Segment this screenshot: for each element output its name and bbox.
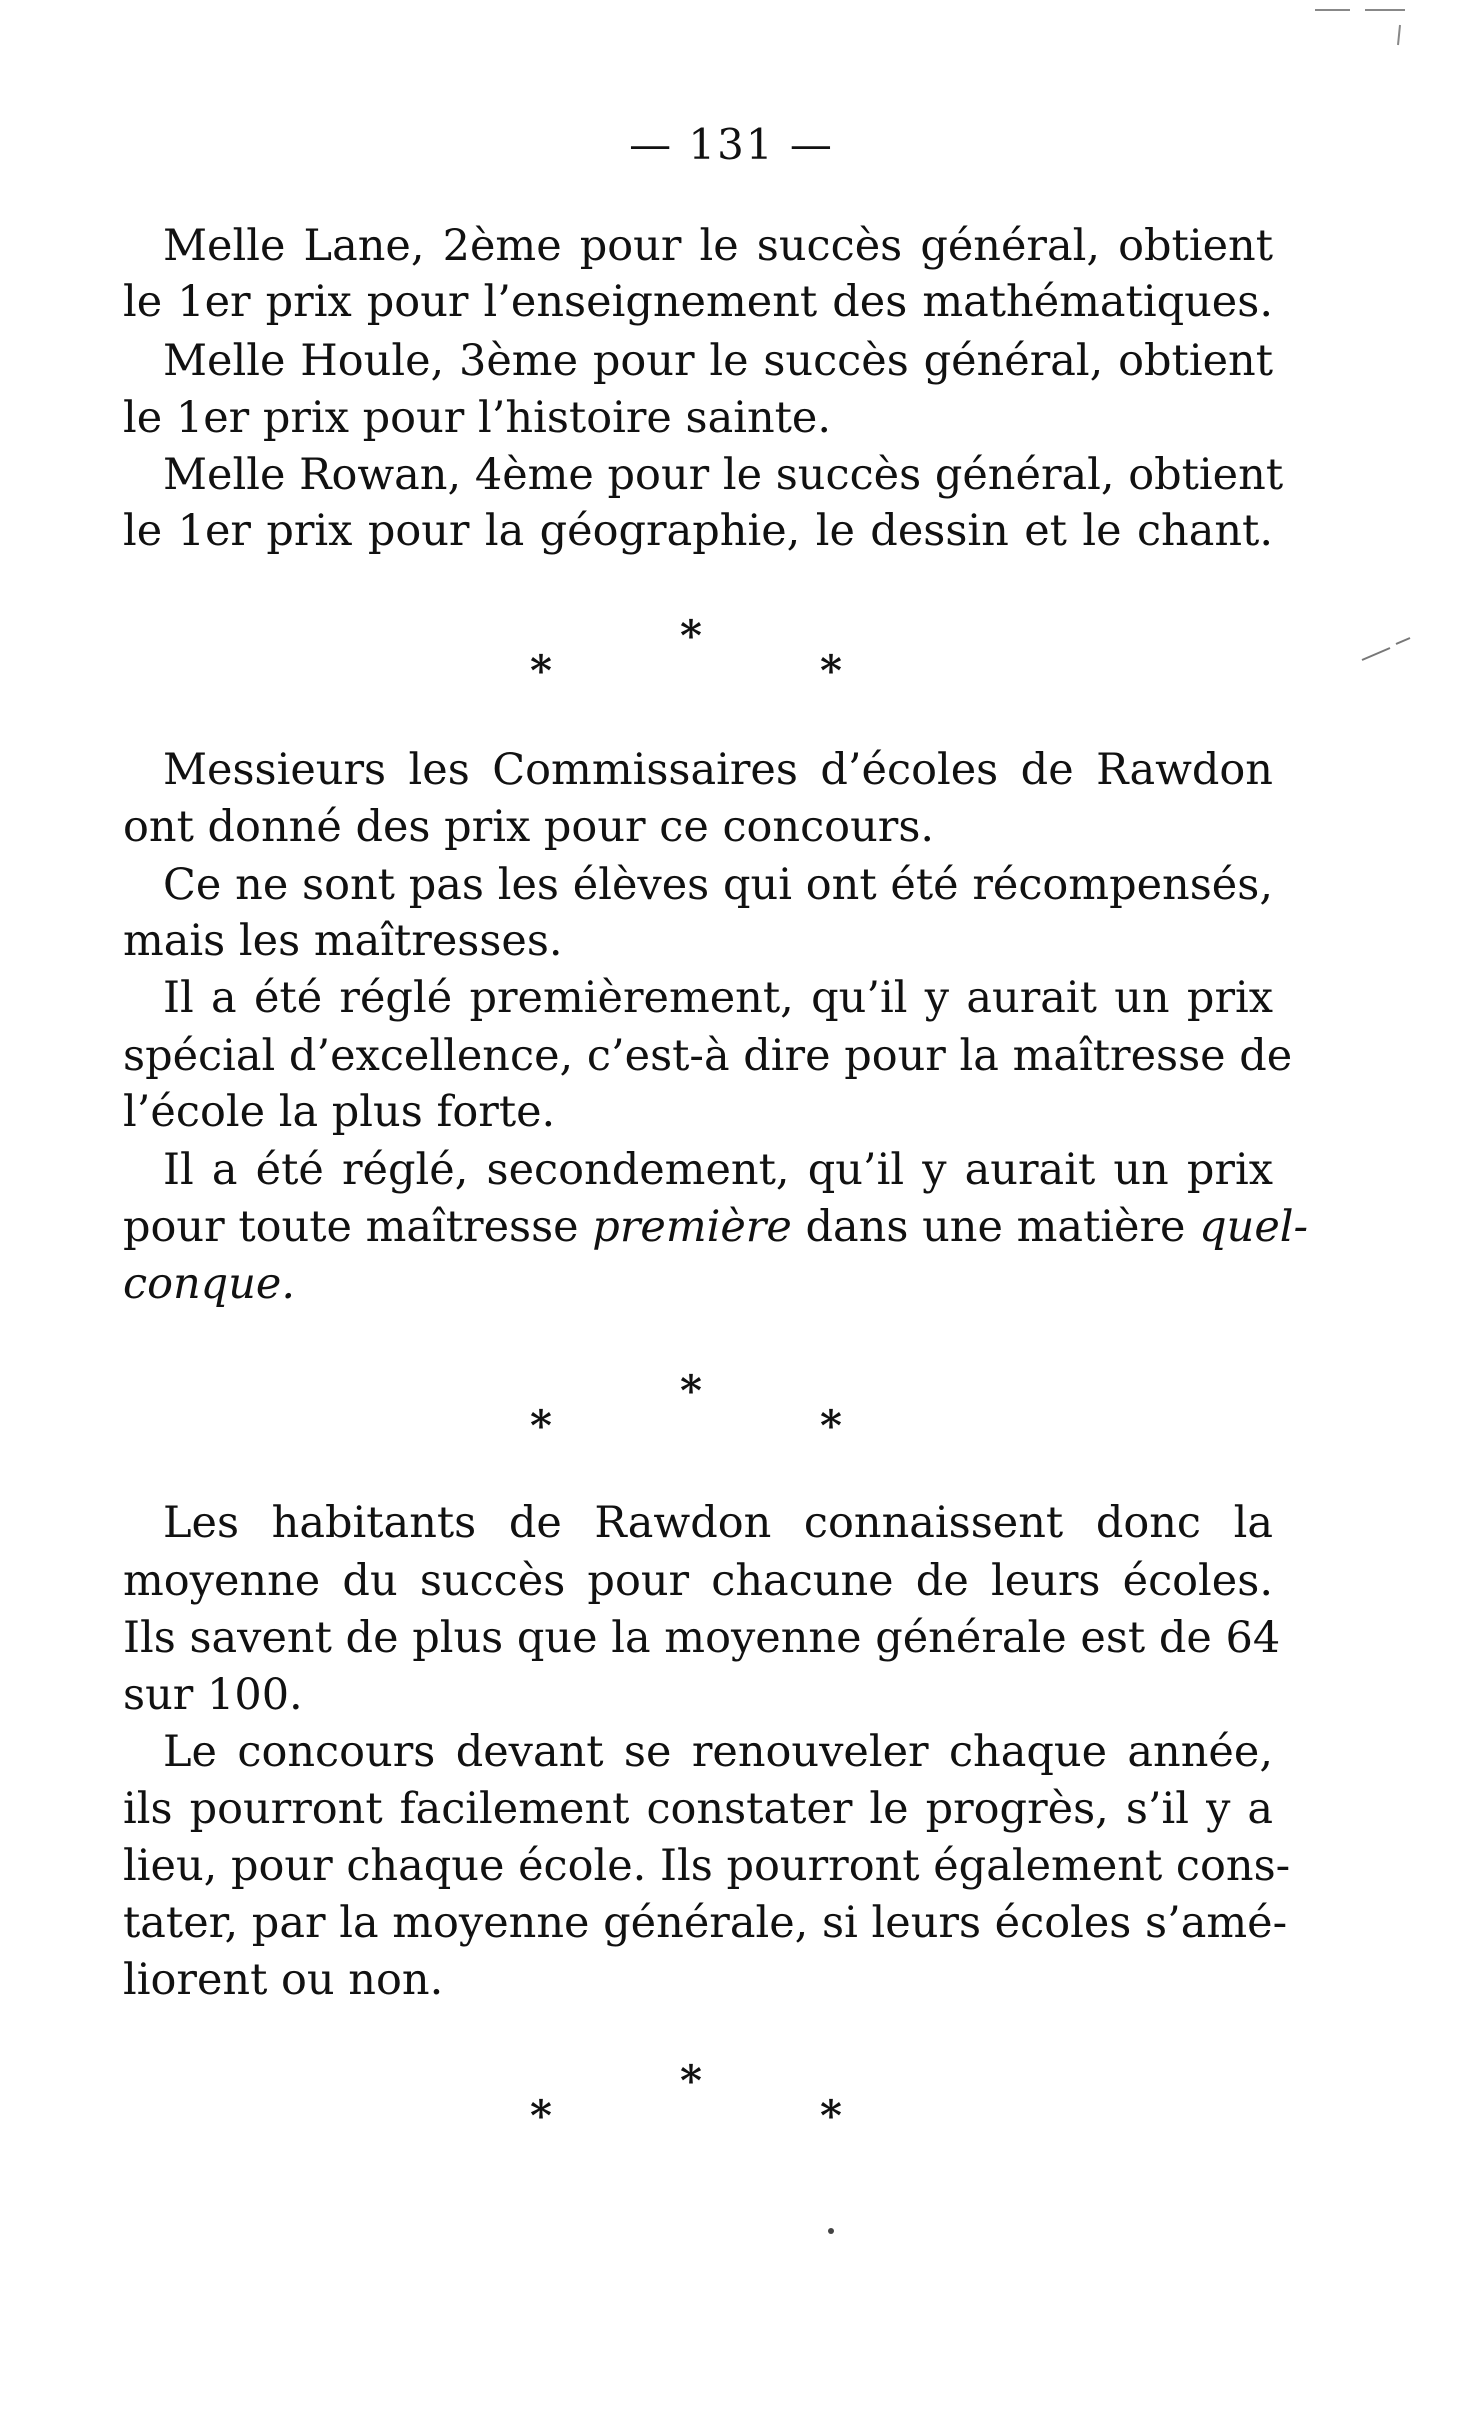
text-line: le 1er prix pour la géographie, le dessin et le chant. bbox=[123, 506, 1273, 556]
text-line: Ils savent de plus que la moyenne générale est de 64 bbox=[123, 1613, 1281, 1663]
text-line: conque. bbox=[123, 1259, 295, 1309]
text-line: Melle Houle, 3ème pour le succès général, obtient bbox=[163, 336, 1273, 386]
text-line: Messieurs les Commissaires d’écoles de Rawdon bbox=[163, 745, 1273, 795]
text-line: le 1er prix pour l’enseignement des mathématiques. bbox=[123, 277, 1273, 327]
text-segment: dans une matière bbox=[791, 1202, 1200, 1252]
text-line: ont donné des prix pour ce concours. bbox=[123, 802, 935, 852]
scan-dot bbox=[825, 2225, 837, 2237]
asterisk: * bbox=[680, 2056, 702, 2105]
text-line: ils pourront facilement constater le progrès, s’il y a bbox=[123, 1784, 1273, 1834]
text-line: Il a été réglé, secondement, qu’il y aurait un prix bbox=[163, 1145, 1273, 1195]
asterisk: * bbox=[820, 646, 842, 695]
text-line: liorent ou non. bbox=[123, 1955, 444, 2005]
text-line: Les habitants de Rawdon connaissent donc la bbox=[163, 1498, 1273, 1548]
text-line bbox=[123, 1199, 1309, 1255]
asterisk: * bbox=[530, 1401, 552, 1450]
asterisk: * bbox=[530, 2091, 552, 2140]
text-line: l’école la plus forte. bbox=[123, 1087, 556, 1137]
text-segment: pour toute maîtresse bbox=[123, 1202, 593, 1252]
asterisk: * bbox=[680, 1366, 702, 1415]
asterisk: * bbox=[530, 646, 552, 695]
text-line: Ce ne sont pas les élèves qui ont été récompensés, bbox=[163, 860, 1273, 910]
text-line: spécial d’excellence, c’est-à dire pour la maîtresse de bbox=[123, 1031, 1293, 1081]
text-line: Il a été réglé premièrement, qu’il y aurait un prix bbox=[163, 973, 1273, 1023]
text-line: mais les maîtresses. bbox=[123, 916, 563, 966]
text-line: lieu, pour chaque école. Ils pourront également cons- bbox=[123, 1841, 1291, 1891]
scan-mark bbox=[1360, 630, 1420, 670]
asterisk: * bbox=[820, 1401, 842, 1450]
text-line: moyenne du succès pour chacune de leurs écoles. bbox=[123, 1556, 1273, 1606]
text-line: Melle Rowan, 4ème pour le succès général, obtient bbox=[163, 450, 1284, 500]
text-line: sur 100. bbox=[123, 1670, 303, 1720]
text-line: tater, par la moyenne générale, si leurs écoles s’amé- bbox=[123, 1898, 1288, 1948]
page-number: — 131 — bbox=[629, 120, 834, 169]
scan-mark bbox=[1310, 0, 1420, 50]
text-line: le 1er prix pour l’histoire sainte. bbox=[123, 393, 832, 443]
asterisk: * bbox=[680, 611, 702, 660]
italic-text: quel- bbox=[1199, 1202, 1309, 1252]
text-line: Melle Lane, 2ème pour le succès général, obtient bbox=[163, 221, 1273, 271]
italic-text: première bbox=[592, 1202, 792, 1252]
asterisk: * bbox=[820, 2091, 842, 2140]
text-line: Le concours devant se renouveler chaque année, bbox=[163, 1727, 1273, 1777]
